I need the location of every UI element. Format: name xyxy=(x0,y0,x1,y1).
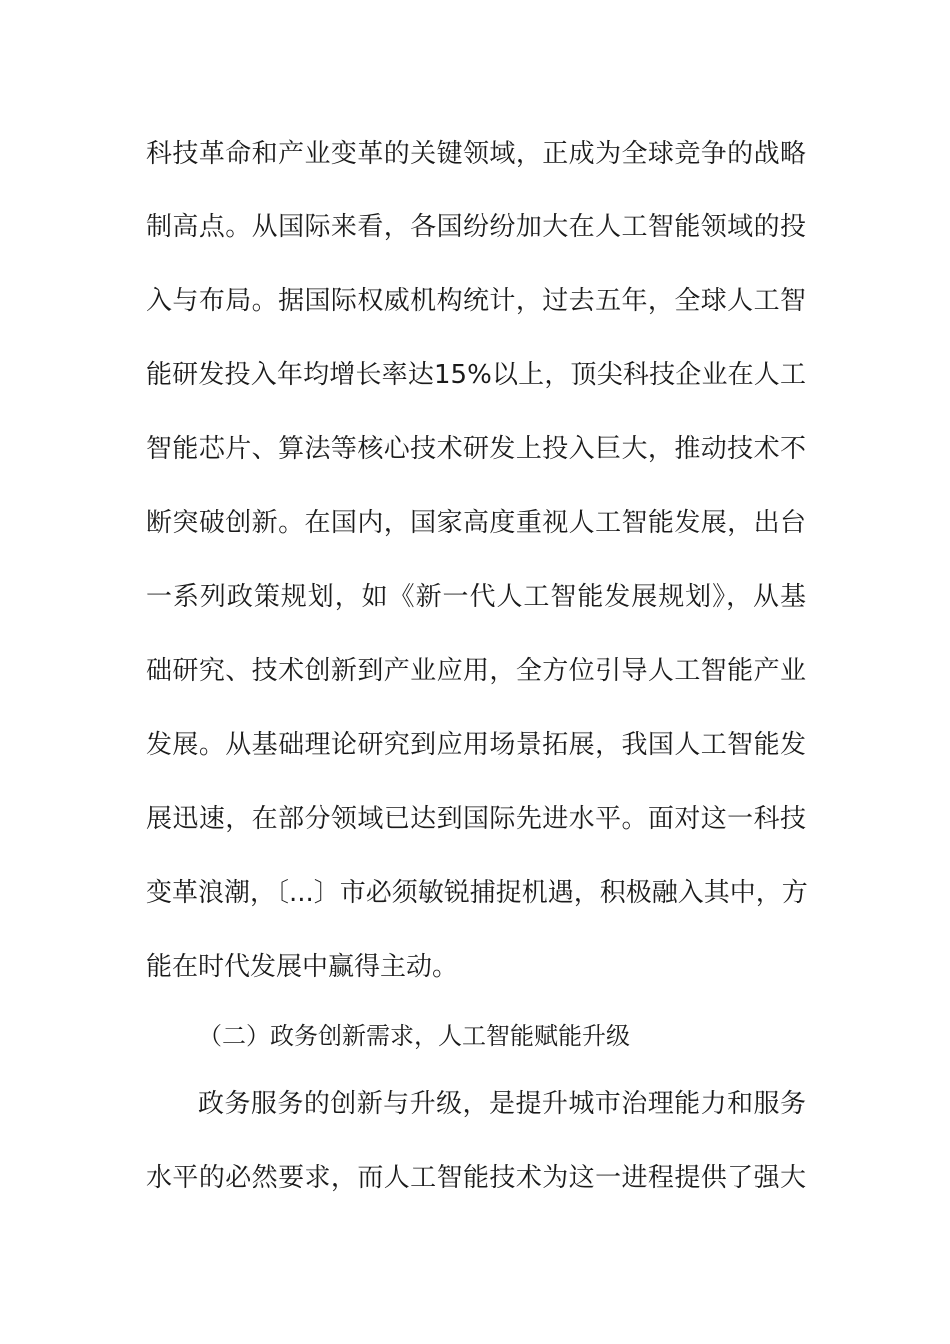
paragraph-line: 政务服务的创新与升级，是提升城市治理能力和服务 xyxy=(198,1089,806,1119)
paragraph-line: 科技革命和产业变革的关键领域，正成为全球竞争的战略 xyxy=(146,139,806,169)
paragraph-line: 断突破创新。在国内，国家高度重视人工智能发展，出台 xyxy=(146,508,806,538)
paragraph-line: 入与布局。据国际权威机构统计，过去五年，全球人工智 xyxy=(146,286,806,316)
paragraph-line: 展迅速，在部分领域已达到国际先进水平。面对这一科技 xyxy=(146,804,806,834)
paragraph-line: 础研究、技术创新到产业应用，全方位引导人工智能产业 xyxy=(146,656,806,686)
paragraph-line: 能在时代发展中赢得主动。 xyxy=(146,952,459,982)
paragraph-line: 水平的必然要求，而人工智能技术为这一进程提供了强大 xyxy=(146,1163,806,1193)
paragraph-line: 发展。从基础理论研究到应用场景拓展，我国人工智能发 xyxy=(146,730,806,760)
paragraph-line: 能研发投入年均增长率达15%以上，顶尖科技企业在人工 xyxy=(146,360,806,390)
paragraph-line: 智能芯片、算法等核心技术研发上投入巨大，推动技术不 xyxy=(146,434,806,464)
paragraph-line: 一系列政策规划，如《新一代人工智能发展规划》，从基 xyxy=(146,582,806,612)
section-heading: （二）政务创新需求，人工智能赋能升级 xyxy=(198,1022,630,1050)
paragraph-line: 制高点。从国际来看，各国纷纷加大在人工智能领域的投 xyxy=(146,212,806,242)
paragraph-line: 变革浪潮，〔...〕市必须敏锐捕捉机遇，积极融入其中，方 xyxy=(146,878,808,908)
